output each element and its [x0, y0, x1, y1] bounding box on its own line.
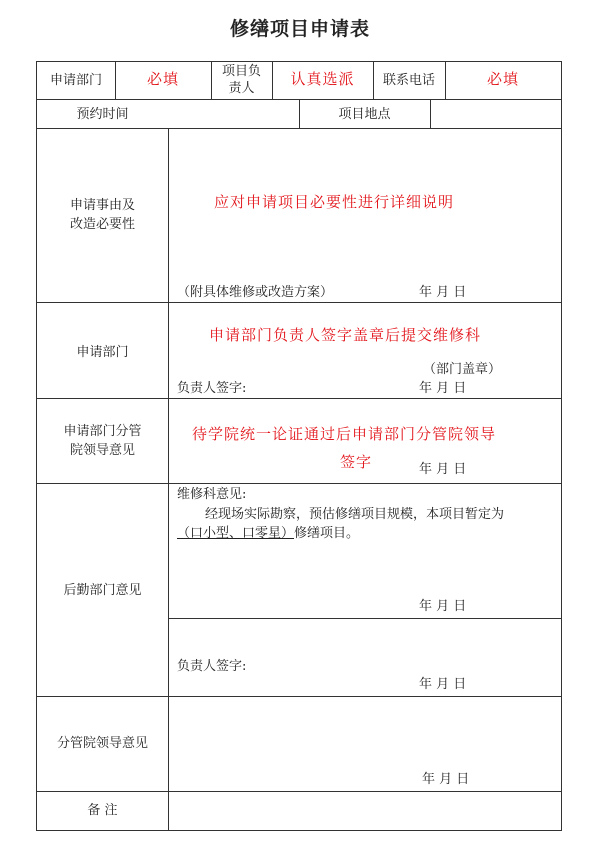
place-label: 项目地点: [338, 107, 391, 122]
application-form: [36, 61, 562, 831]
row-divider: [37, 302, 561, 303]
dept-date: 年 月 日: [419, 381, 467, 396]
reason-attachment: （附具体维修或改造方案）: [177, 285, 334, 300]
leader-label-line2: 责人: [228, 81, 255, 96]
row-divider: [37, 696, 561, 697]
leader-opinion-hint-line2[interactable]: 签字: [340, 453, 373, 471]
reason-hint[interactable]: 应对申请项目必要性进行详细说明: [214, 193, 455, 211]
column-divider: [168, 128, 169, 831]
phone-label: 联系电话: [382, 73, 435, 88]
time-field[interactable]: [168, 102, 299, 126]
leader-opinion-label-line1: 申请部门分管: [63, 424, 142, 439]
place-field[interactable]: [430, 102, 561, 126]
dept-block-label: 申请部门: [76, 345, 129, 360]
dept-signature: 负责人签字:: [177, 381, 247, 396]
supervisor-label: 分管院领导意见: [56, 736, 148, 751]
leader-opinion-hint-line1[interactable]: 待学院统一论证通过后申请部门分管院领导: [192, 425, 497, 443]
leader-opinion-date: 年 月 日: [419, 462, 467, 477]
dept-label: 申请部门: [49, 73, 102, 88]
reason-label-line2: 改造必要性: [69, 217, 135, 232]
logistics-date-2: 年 月 日: [419, 677, 467, 692]
reason-date: 年 月 日: [419, 285, 467, 300]
logistics-label: 后勤部门意见: [63, 583, 142, 598]
reason-label-line1: 申请事由及: [69, 198, 135, 213]
supervisor-date: 年 月 日: [422, 772, 470, 787]
page-title: 修缮项目申请表: [229, 18, 370, 40]
phone-value[interactable]: 必填: [486, 70, 519, 88]
dept-stamp: （部门盖章）: [423, 362, 502, 377]
remarks-label: 备 注: [87, 803, 118, 818]
logistics-sub-label: 维修科意见:: [177, 487, 247, 502]
logistics-signature: 负责人签字:: [177, 659, 247, 674]
row-divider: [168, 618, 561, 619]
leader-value[interactable]: 认真选派: [290, 70, 355, 88]
time-label: 预约时间: [76, 107, 129, 122]
row-divider: [37, 128, 561, 129]
logistics-text-line2: [177, 525, 359, 542]
logistics-text-rest: 修缮项目。: [294, 526, 360, 541]
logistics-date-1: 年 月 日: [419, 599, 467, 614]
logistics-text-line1: 经现场实际勘察，预估修缮项目规模，本项目暂定为: [205, 507, 505, 522]
row-divider: [37, 398, 561, 399]
project-type-options[interactable]: （口小型、口零星）: [177, 526, 295, 541]
leader-label-line1: 项目负: [221, 64, 261, 79]
dept-value[interactable]: 必填: [146, 70, 179, 88]
dept-hint[interactable]: 申请部门负责人签字盖章后提交维修科: [209, 326, 482, 344]
leader-opinion-label-line2: 院领导意见: [69, 443, 135, 458]
row-divider: [37, 483, 561, 484]
remarks-field[interactable]: [168, 792, 561, 830]
